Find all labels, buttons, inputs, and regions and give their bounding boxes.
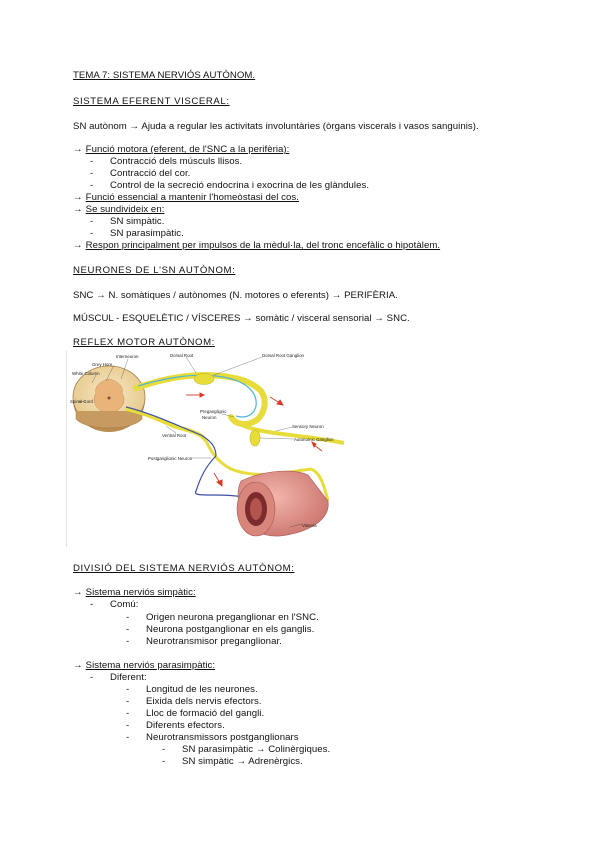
label-viscera: Viscera	[302, 523, 317, 528]
label-interneuron: Interneuron	[116, 354, 139, 359]
bullet-funcio-motora	[73, 144, 289, 156]
label-postganglionic-neuron: Postganglionic Neuron	[148, 456, 193, 461]
respon-text: Respon principalment per impulsos de la mèdul·la, del tronc encefàlic o hipotàlem.	[85, 240, 441, 251]
dash-bullet: -	[162, 756, 166, 767]
subdiv-item-text: SN parasimpàtic.	[110, 228, 184, 239]
list-item	[90, 672, 147, 684]
simpatic-text: Sistema nerviós simpàtic:	[85, 587, 196, 598]
label-white-column: White Column	[72, 371, 100, 376]
label-preganglionic-2: Neuron	[202, 415, 217, 420]
subdiv-item-text: SN simpàtic.	[110, 216, 165, 227]
list-item	[90, 599, 139, 611]
arrow-bullet: →	[73, 660, 83, 671]
funcio-motora-text: Funció motora (eferent, de l'SNC a la perifèria):	[85, 144, 290, 155]
label-dorsal-root: Dorsal Root	[170, 353, 194, 358]
list-item	[126, 684, 258, 696]
dash-bullet: -	[126, 732, 130, 743]
list-item	[90, 228, 184, 240]
list-item	[126, 708, 264, 720]
list-item	[126, 696, 262, 708]
label-spinal-cord: Spinal Cord	[70, 399, 93, 404]
label-grey-horn: Grey Horn	[92, 362, 113, 367]
bullet-parasimpatic	[73, 660, 215, 672]
dash-bullet: -	[126, 636, 130, 647]
bullet-simpatic	[73, 587, 196, 599]
diferent-item-text: Lloc de formació del gangli.	[146, 708, 265, 719]
diferent-text: Diferent:	[110, 672, 147, 683]
heading-efferent: SISTEMA EFERENT VISCERAL:	[73, 96, 230, 107]
diferent-item-text: Longitud de les neurones.	[146, 684, 258, 695]
diferent-item-text: Neurotransmissors postganglionars	[146, 732, 299, 743]
arrow-bullet: →	[73, 192, 83, 203]
diferent-item-text: Eixida dels nervis efectors.	[146, 696, 262, 707]
subdivideix-text: Se sundivideix en:	[85, 204, 165, 215]
funcio-essencial-text: Funció essencial a mantenir l'homeòstasi del cos.	[85, 192, 299, 203]
dash-bullet: -	[126, 624, 130, 635]
document-title: TEMA 7: SISTEMA NERVIÓS AUTÒNOM.	[73, 70, 256, 81]
list-item	[90, 180, 369, 192]
reflex-diagram	[66, 351, 356, 549]
list-item	[126, 636, 282, 648]
arrow-bullet: →	[73, 204, 83, 215]
label-autonomic-ganglion: Autonomic Ganglion	[294, 437, 334, 442]
list-item	[126, 720, 225, 732]
neurones-line-2: MÚSCUL - ESQUELÈTIC / VÍSCERES → somàtic / visceral sensorial → SNC.	[73, 313, 410, 324]
list-item	[90, 156, 242, 168]
neuro-item-text: SN simpàtic → Adrenèrgics.	[182, 756, 303, 767]
neuro-item-text: SN parasimpàtic → Colinèrgiques.	[182, 744, 331, 755]
heading-neurones: NEURONES DE L'SN AUTÒNOM:	[73, 265, 236, 276]
dash-bullet: -	[90, 216, 94, 227]
dash-bullet: -	[90, 672, 94, 683]
dorsal-root-ganglion-shape	[194, 374, 214, 385]
dash-bullet: -	[126, 708, 130, 719]
funcio-item-text: Contracció del cor.	[110, 168, 191, 179]
dash-bullet: -	[90, 180, 94, 191]
efferent-intro: SN autònom → Ajuda a regular les activitats involuntàries (òrgans viscerals i vasos sanguinis).	[73, 121, 479, 132]
list-item	[90, 216, 164, 228]
dash-bullet: -	[90, 168, 94, 179]
comu-item-text: Neurona postganglionar en els ganglis.	[146, 624, 315, 635]
arrow-bullet: →	[73, 587, 83, 598]
bullet-respon	[73, 240, 440, 252]
funcio-item-text: Control de la secreció endocrina i exocrina de les glàndules.	[110, 180, 370, 191]
list-item	[162, 744, 330, 756]
dash-bullet: -	[126, 684, 130, 695]
dash-bullet: -	[90, 156, 94, 167]
dash-bullet: -	[90, 599, 94, 610]
dash-bullet: -	[126, 696, 130, 707]
diferent-item-text: Diferents efectors.	[146, 720, 225, 731]
list-item	[126, 732, 299, 744]
list-item	[90, 168, 190, 180]
autonomic-ganglion-shape	[250, 430, 260, 446]
label-dorsal-root-ganglion: Dorsal Root Ganglion	[262, 353, 304, 358]
comu-item-text: Origen neurona preganglionar en l'SNC.	[146, 612, 319, 623]
arrow-bullet: →	[73, 240, 83, 251]
dash-bullet: -	[126, 720, 130, 731]
list-item	[126, 624, 314, 636]
list-item	[162, 756, 303, 768]
dash-bullet: -	[126, 612, 130, 623]
neurones-line-1: SNC → N. somàtiques / autònomes (N. motores o eferents) → PERIFÈRIA.	[73, 290, 398, 301]
comu-text: Comú:	[110, 599, 139, 610]
label-sensory-neuron: Sensory Neuron	[292, 424, 324, 429]
bullet-subdivideix	[73, 204, 164, 216]
list-item	[126, 612, 319, 624]
arrow-bullet: →	[73, 144, 83, 155]
label-ventral-root: Ventral Root	[162, 433, 187, 438]
comu-item-text: Neurotransmisor preganglionar.	[146, 636, 282, 647]
label-preganglionic-1: Preganglionic	[200, 409, 227, 414]
dash-bullet: -	[162, 744, 166, 755]
heading-divisio: DIVISIÓ DEL SISTEMA NERVIÓS AUTÒNOM:	[73, 563, 295, 574]
bullet-funcio-essencial	[73, 192, 299, 204]
parasimpatic-text: Sistema nerviós parasimpàtic:	[85, 660, 216, 671]
dash-bullet: -	[90, 228, 94, 239]
heading-reflex: REFLEX MOTOR AUTÒNOM:	[73, 337, 215, 348]
funcio-item-text: Contracció dels músculs llisos.	[110, 156, 243, 167]
